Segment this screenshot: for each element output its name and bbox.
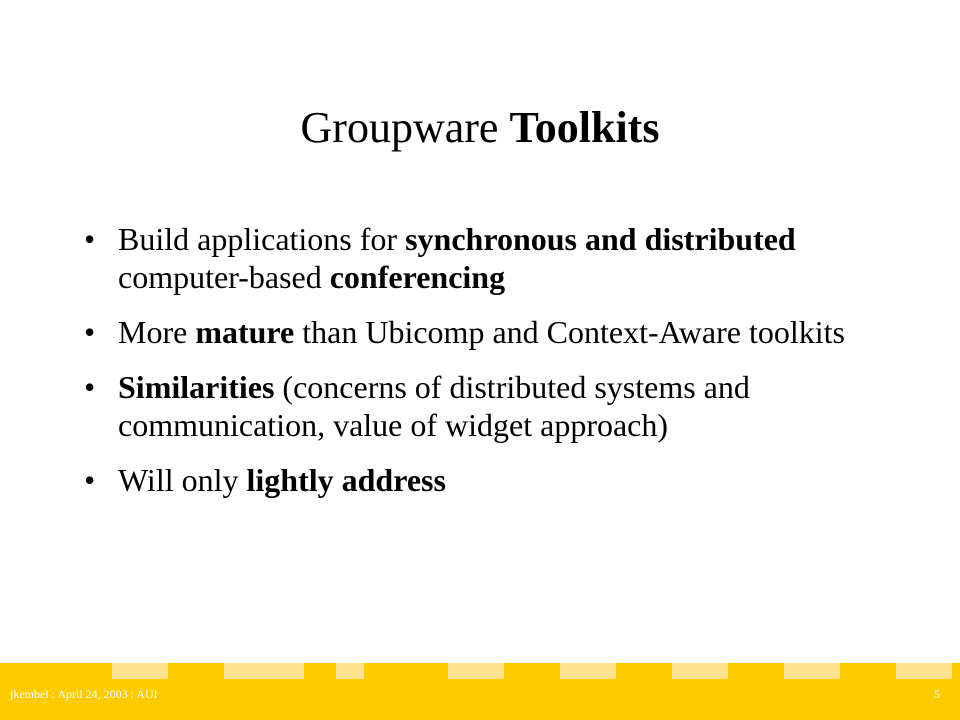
bullet-bold-text: mature xyxy=(195,314,295,350)
bullet-bold-text: lightly address xyxy=(246,462,446,498)
bullet-text: than Ubicomp and Context-Aware toolkits xyxy=(294,314,845,350)
bullet-item xyxy=(84,368,884,444)
title-normal-text: Groupware xyxy=(300,103,510,152)
bullet-item xyxy=(84,313,884,351)
bullet-dot-icon: • xyxy=(84,314,96,350)
bullet-text: More xyxy=(118,314,196,350)
title-bold-text: Toolkits xyxy=(509,103,660,152)
bullet-dot-icon: • xyxy=(84,221,96,257)
footer-stripe xyxy=(672,663,728,679)
bullet-text: Will only xyxy=(118,462,247,498)
bullet-item xyxy=(84,461,884,499)
footer-credit: jkembel : April 24, 2003 : AUI xyxy=(10,687,158,701)
bullet-dot-icon: • xyxy=(84,462,96,498)
footer-stripe xyxy=(784,663,840,679)
slide-title xyxy=(0,100,960,156)
page-number: 5 xyxy=(934,687,940,701)
bullet-dot-icon: • xyxy=(84,369,96,405)
bullet-text: (concerns of distributed systems and communication, value of widget approach) xyxy=(118,369,750,443)
bullet-bold-text: Similarities xyxy=(118,369,275,405)
bullet-list xyxy=(84,220,884,516)
footer-stripe xyxy=(224,663,304,679)
footer-stripe xyxy=(896,663,952,679)
bullet-text: computer-based xyxy=(118,259,330,295)
footer-bar xyxy=(0,663,960,720)
bullet-bold-text: synchronous and distributed xyxy=(405,221,796,257)
footer-stripe xyxy=(448,663,504,679)
bullet-item xyxy=(84,220,884,296)
bullet-text: Build applications for xyxy=(118,221,406,257)
footer-stripe xyxy=(112,663,168,679)
footer-stripe xyxy=(560,663,616,679)
bullet-bold-text: conferencing xyxy=(329,259,506,295)
footer-stripe xyxy=(336,663,364,679)
